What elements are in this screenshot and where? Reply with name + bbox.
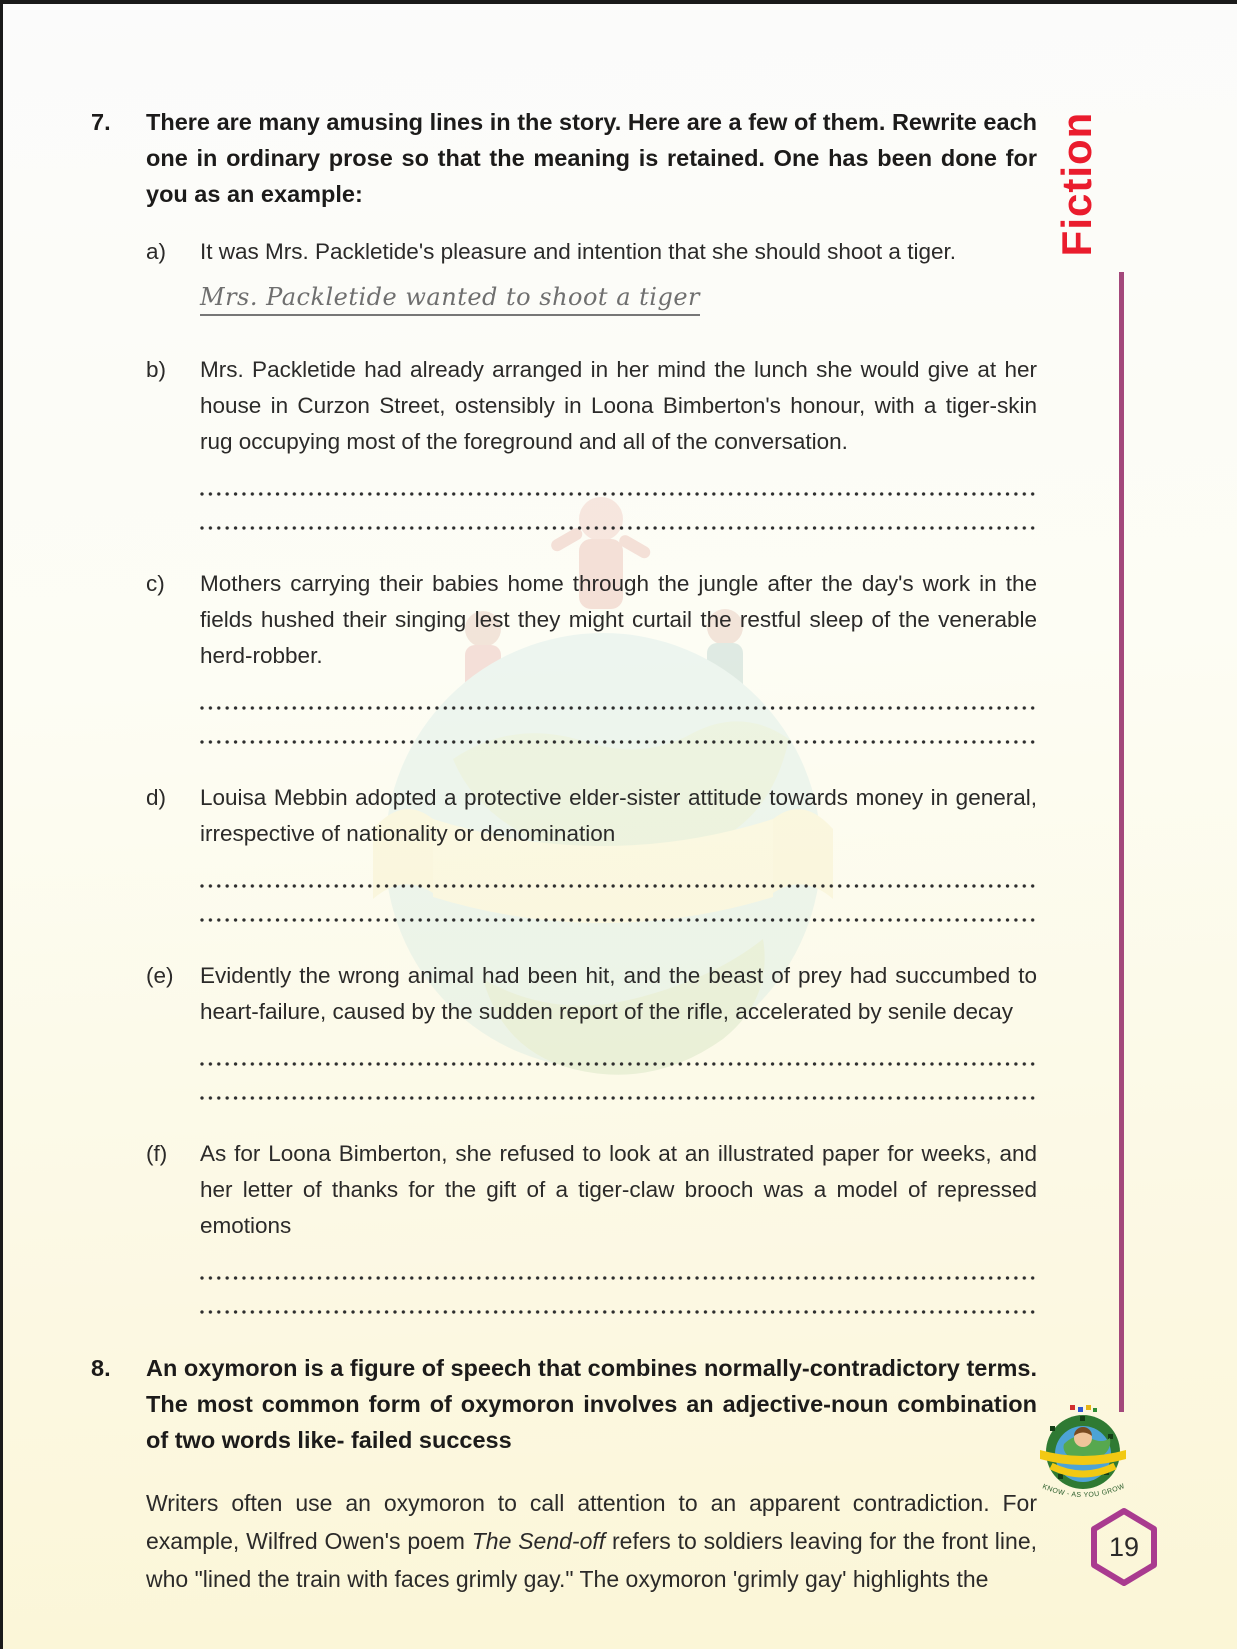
question-7-number: 7. xyxy=(91,109,111,135)
item-c-label: c) xyxy=(146,571,165,596)
item-e-label: (e) xyxy=(146,963,174,988)
answer-line xyxy=(200,740,1037,744)
paragraph-text: Writers often use an oxymoron to call attention to an apparent contradiction. For example, Wilfred Owen's poem xyxy=(146,1490,1037,1554)
question-8-number: 8. xyxy=(91,1355,111,1381)
item-b xyxy=(146,352,1037,530)
item-d-label: d) xyxy=(146,785,167,810)
exercise-content xyxy=(91,104,1037,1598)
item-f xyxy=(146,1136,1037,1314)
answer-line xyxy=(200,1310,1037,1314)
answer-line xyxy=(200,884,1037,888)
question-7-text: There are many amusing lines in the story. Here are a few of them. Rewrite each one in ordinary prose so that the meaning is retained. One has been done for you as an example: xyxy=(146,109,1037,207)
answer-line xyxy=(200,706,1037,710)
paragraph-text: refers to soldiers leaving for the front line, who "lined the train with faces grimly gay." The oxymoron 'grimly gay' highlights the xyxy=(146,1528,1038,1592)
item-e xyxy=(146,958,1037,1100)
item-b-text: Mrs. Packletide had already arranged in her mind the lunch she would give at her house in Curzon Street, ostensibly in Loona Bimberton's honour, with a tiger-skin rug occupying most of the foreground and all of the conversation. xyxy=(200,357,1037,454)
page-number-hexagon xyxy=(1088,1507,1160,1587)
item-a xyxy=(146,234,1037,316)
item-f-label: (f) xyxy=(146,1141,168,1166)
publisher-logo xyxy=(1038,1404,1128,1504)
answer-line xyxy=(200,1276,1037,1280)
page-number: 19 xyxy=(1108,1532,1140,1562)
item-a-text: It was Mrs. Packletide's pleasure and intention that she should shoot a tiger. xyxy=(200,239,956,264)
answer-line xyxy=(200,1062,1037,1066)
item-b-label: b) xyxy=(146,357,167,382)
item-c-text: Mothers carrying their babies home through the jungle after the day's work in the fields hushed their singing lest they might curtail the restful sleep of the venerable herd-robber. xyxy=(200,571,1037,668)
question-8-paragraph xyxy=(146,1484,1037,1598)
item-d-text: Louisa Mebbin adopted a protective elder-sister attitude towards money in general, irrespective of nationality or denomination xyxy=(200,785,1037,846)
item-a-label: a) xyxy=(146,239,167,264)
item-c xyxy=(146,566,1037,744)
question-7-items xyxy=(91,234,1037,1314)
section-label-fiction: Fiction xyxy=(1053,111,1100,257)
question-7 xyxy=(91,104,1037,1314)
question-8 xyxy=(91,1350,1037,1598)
question-8-text: An oxymoron is a figure of speech that combines normally-contradictory terms. The most common form of oxymoron involves an adjective-noun combination of two words like- failed success xyxy=(146,1355,1037,1453)
item-e-text: Evidently the wrong animal had been hit, and the beast of prey had succumbed to heart-failure, caused by the sudden report of the rifle, accelerated by senile decay xyxy=(200,963,1037,1024)
answer-line xyxy=(200,918,1037,922)
item-f-text: As for Loona Bimberton, she refused to look at an illustrated paper for weeks, and her letter of thanks for the gift of a tiger-claw brooch was a model of repressed emotions xyxy=(200,1141,1037,1238)
answer-line xyxy=(200,492,1037,496)
item-d xyxy=(146,780,1037,922)
handwritten-answer: Mrs. Packletide wanted to shoot a tiger xyxy=(200,282,700,316)
logo-caption: KNOW - AS YOU GROW xyxy=(1041,1482,1126,1500)
answer-line xyxy=(200,526,1037,530)
poem-title-italic: The Send-off xyxy=(471,1528,606,1554)
answer-line xyxy=(200,1096,1037,1100)
side-rule xyxy=(1119,272,1124,1412)
